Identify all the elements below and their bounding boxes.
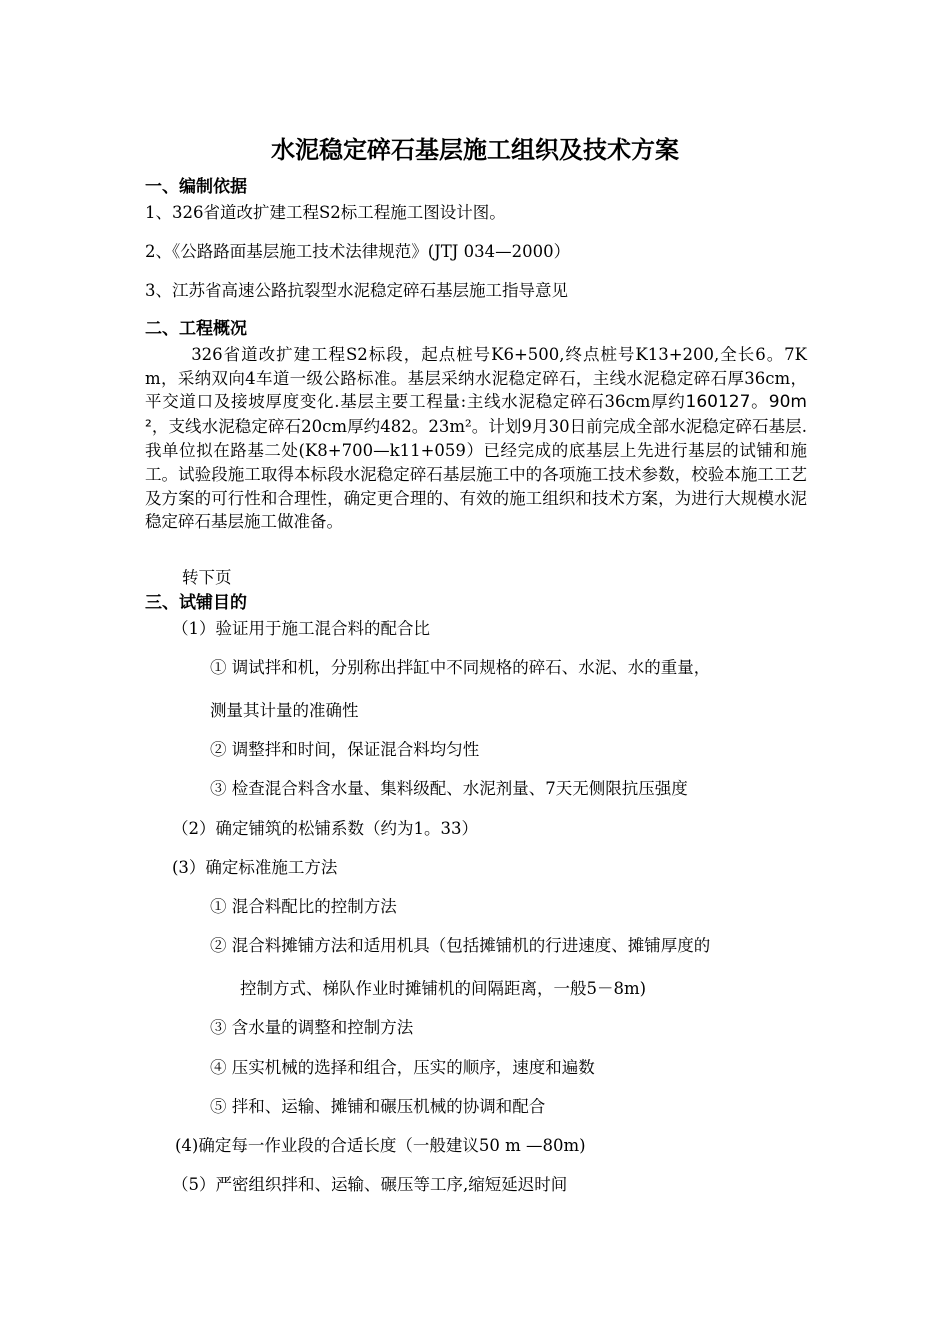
- overview-paragraph: [145, 343, 807, 534]
- purpose-subitem-3-3: ③ 含水量的调整和控制方法: [210, 1018, 414, 1037]
- purpose-item-5: （5）严密组织拌和、运输、碾压等工序,缩短延迟时间: [172, 1175, 568, 1194]
- continuation-note: 转下页: [182, 568, 232, 587]
- purpose-subitem-3-4: ④ 压实机械的选择和组合，压实的顺序，速度和遍数: [210, 1058, 595, 1077]
- section-heading-purpose: 三、试铺目的: [145, 593, 247, 613]
- basis-item-1: 1、326省道改扩建工程S2标工程施工图设计图。: [145, 203, 506, 222]
- overview-text-part-2: ，支线水泥稳定碎石20cm厚约482。23m²。计划9月30日前完成全部水泥稳定碎石基层.我单位拟在路基二处(K8+700—k11+059）已经完成的底基层上先进行基层的试铺和施工。试验段施工取得本标段水泥稳定碎石基层施工中的各项施工技术参数，校验本施工工艺及方案的可行性和合理性，确定更合理的、有效的施工组织和技术方案，为进行大规模水泥稳定碎石基层施工做准备。: [145, 416, 807, 532]
- overview-quantity: 160127。90m²: [145, 392, 807, 437]
- section-heading-overview: 二、工程概况: [145, 319, 247, 339]
- document-title: 水泥稳定碎石基层施工组织及技术方案: [271, 136, 679, 164]
- purpose-subitem-3-5: ⑤ 拌和、运输、摊铺和碾压机械的协调和配合: [210, 1097, 546, 1116]
- basis-item-2: 2、《公路路面基层施工技术法律规范》(JTJ 034—2000）: [145, 242, 571, 261]
- basis-item-3: 3、江苏省高速公路抗裂型水泥稳定碎石基层施工指导意见: [145, 281, 568, 300]
- purpose-subitem-1-1-cont: 测量其计量的准确性: [210, 701, 359, 720]
- purpose-item-4: (4)确定每一作业段的合适长度（一般建议50 m —80m): [175, 1136, 586, 1155]
- purpose-subitem-1-2: ② 调整拌和时间，保证混合料均匀性: [210, 740, 480, 759]
- overview-text-part-1: 326省道改扩建工程S2标段，起点桩号K6+500,终点桩号K13+200,全长6。7Km，采纳双向4车道一级公路标准。基层采纳水泥稳定碎石，主线水泥稳定碎石厚36cm，平交道口及接坡厚度变化.基层主要工程量:主线水泥稳定碎石36cm厚约: [145, 345, 807, 412]
- purpose-subitem-1-3: ③ 检查混合料含水量、集料级配、水泥剂量、7天无侧限抗压强度: [210, 779, 688, 798]
- purpose-item-2: （2）确定铺筑的松铺系数（约为1。33）: [172, 819, 478, 838]
- purpose-subitem-1-1: ① 调试拌和机，分别称出拌缸中不同规格的碎石、水泥、水的重量，: [210, 658, 711, 677]
- purpose-item-1: （1）验证用于施工混合料的配合比: [172, 619, 430, 638]
- purpose-subitem-3-1: ① 混合料配比的控制方法: [210, 897, 397, 916]
- purpose-subitem-3-2: ② 混合料摊铺方法和适用机具（包括摊铺机的行进速度、摊铺厚度的: [210, 936, 711, 955]
- purpose-subitem-3-2-cont: 控制方式、梯队作业时摊铺机的间隔距离，一般5－8m): [240, 979, 647, 998]
- section-heading-basis: 一、编制依据: [145, 177, 247, 197]
- purpose-item-3: (3）确定标准施工方法: [172, 858, 338, 877]
